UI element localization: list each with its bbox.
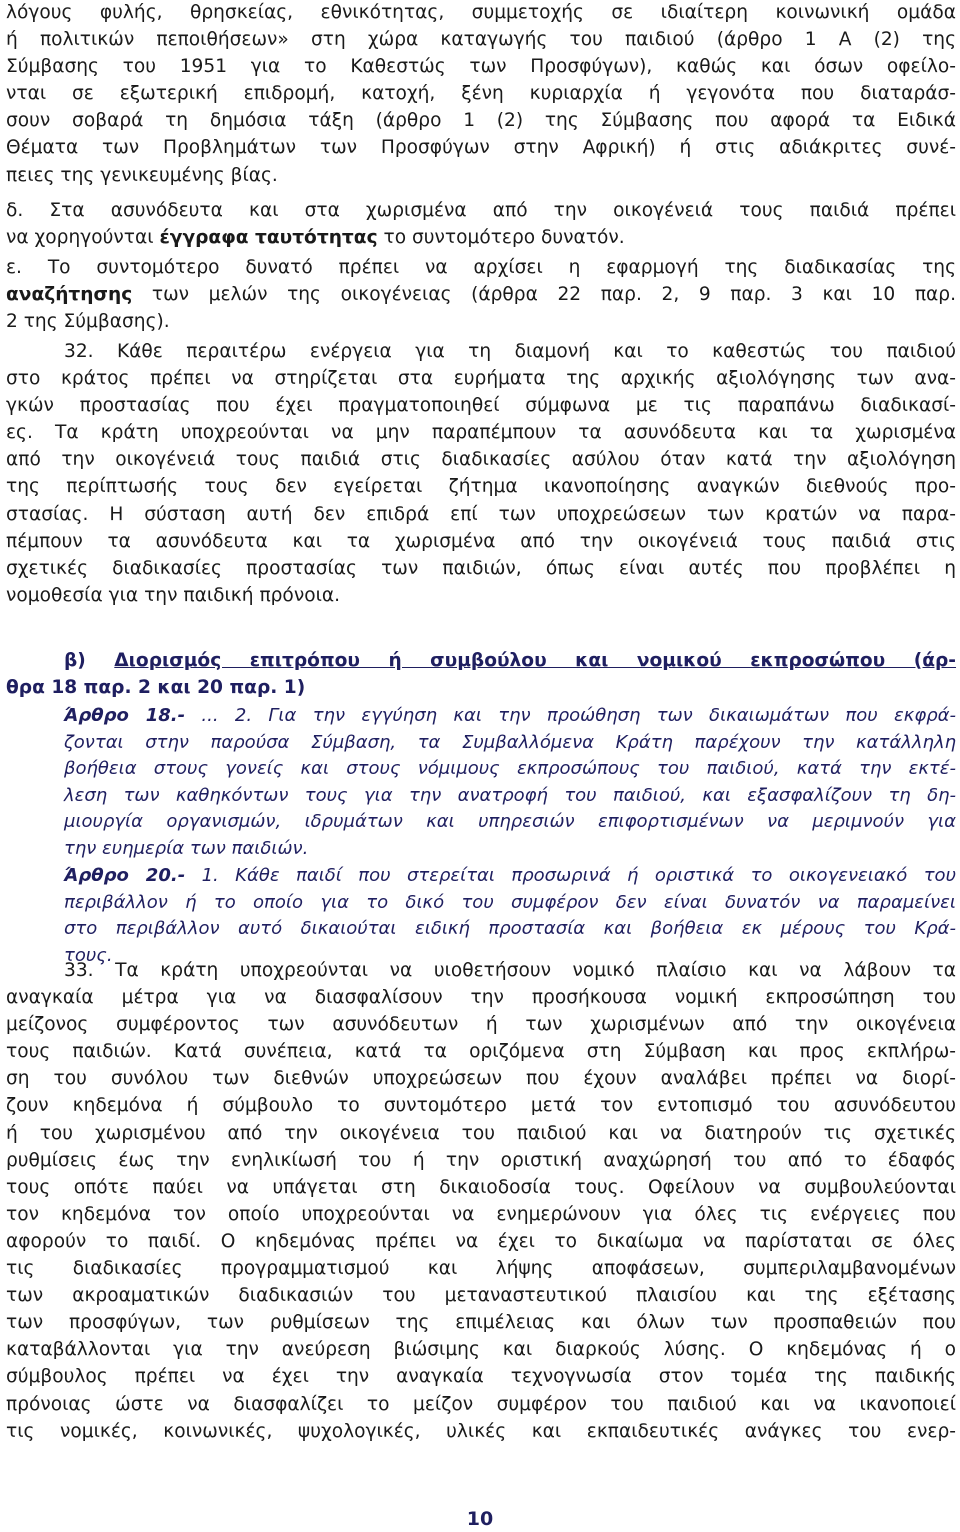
text-line: στο περιβάλλον αυτό δικαιούται ειδική προστασία και βοήθεια εκ μέρους του Κρά- [64, 918, 956, 940]
text-line: ή πολιτικών πεποιθήσεων» στη χώρα καταγωγής του παιδιού (άρθρο 1 Α (2) της [6, 29, 956, 51]
text-line: ε. Το συντομότερο δυνατό πρέπει να αρχίσει η εφαρμογή της διαδικασίας της [6, 257, 956, 278]
text-line [6, 281, 956, 308]
text-line: της περίπτωσής τους δεν εγείρεται ζήτημα ικανοποίησης αναγκών διεθνούς προ- [6, 476, 956, 498]
text-line: την ευημερία των παιδιών. [64, 837, 309, 859]
text-line: μείζονος συμφέροντος των ασυνόδευτων ή των χωρισμένων από την οικογένεια [6, 1014, 956, 1036]
text-line: τους οπότε παύει να υπάγεται στη δικαιοδοσία τους. Οφείλουν να συμβουλεύονται [6, 1176, 956, 1198]
text-line: σουν σοβαρά τη δημόσια τάξη (άρθρο 1 (2) της Σύμβασης που αφορά τα Ειδικά [6, 110, 956, 132]
text-line [64, 703, 956, 730]
quote-article-20 [64, 863, 956, 969]
text-line: 2 της Σύμβασης). [6, 311, 170, 333]
page-number: 10 [466, 1508, 494, 1530]
text-line: πέμπουν τα ασυνόδευτα και τα χωρισμένα από την οικογένειά τους παιδιά στις [6, 530, 956, 552]
text-line: Θέματα των Προβλημάτων των Προσφύγων στην Αφρική) ή στις αδιάκριτες συνέ- [6, 137, 956, 159]
text-line: μιουργία οργανισμών, ιδρυμάτων και υπηρεσιών επιφορτισμένων να μεριμνούν για [64, 811, 956, 833]
text-line: ρυθμίσεις έως την ενηλικίωσή του ή την οριστική αναχώρησή του από το έδαφός [6, 1149, 956, 1171]
text-line: 33. Τα κράτη υποχρεούνται να υιοθετήσουν νομικό πλαίσιο και να λάβουν τα [64, 960, 956, 981]
paragraph-refugee-definition [6, 0, 956, 189]
section-heading-continuation [6, 674, 956, 701]
paragraph-delta [6, 197, 956, 251]
section-heading [64, 647, 956, 674]
text-line: λόγους φυλής, θρησκείας, εθνικότητας, συμμετοχής σε ιδιαίτερη κοινωνική ομάδα [6, 2, 956, 23]
text-line: πρόνοιας ώστε να διασφαλίζει το μείζον συμφέρον του παιδιού και να ικανοποιεί [6, 1393, 956, 1415]
text-line: καταβάλλονται για την ανεύρεση βιώσιμης και διαρκούς λύσης. Ο κηδεμόνας ή ο [6, 1339, 956, 1361]
paragraph-32 [6, 338, 956, 609]
paragraph-33 [6, 957, 956, 1445]
text-line: των ακροαματικών διαδικασιών του μεταναστευτικού πλαισίου και της εξέτασης [6, 1285, 956, 1307]
text-line [6, 224, 956, 251]
text-fragment: ... 2. Για την εγγύηση και την προώθηση των δικαιωμάτων που εκφρά- [185, 705, 956, 726]
text-line: αναγκαία μέτρα για να διασφαλίσουν την προσήκουσα νομική εκπροσώπηση του [6, 987, 956, 1009]
text-line: νται σε εξωτερική επιδρομή, κατοχή, ξένη κυριαρχία ή γεγονότα που διαταράσ- [6, 83, 956, 105]
text-line: των προσφύγων, των ρυθμίσεων της επιμέλειας και όλων των προσπαθειών που [6, 1312, 956, 1334]
text-line: τους. [64, 944, 113, 966]
article-label: Άρθρο 20.- [64, 865, 186, 886]
text-line: τον κηδεμόνα τον οποίο υποχρεούνται να ενημερώνουν για όλες τις ενέργειες που [6, 1203, 956, 1225]
text-line: ή του χωρισμένου από την οικογένεια του παιδιού και να διατηρούν τις σχετικές [6, 1122, 956, 1144]
heading-line [64, 647, 956, 674]
text-fragment: το συντομότερο δυνατόν. [377, 227, 625, 249]
text-line: στο κράτος πρέπει να στηρίζεται στα ευρήματα της αρχικής αξιολόγησης των ανα- [6, 368, 956, 390]
text-line: ες. Τα κράτη υποχρεούνται να μην παραπέμπουν τα ασυνόδευτα και τα χωρισμένα [6, 422, 956, 444]
text-line: πειες της γενικευμένης βίας. [6, 164, 278, 186]
paragraph-epsilon [6, 254, 956, 335]
quote-article-18 [64, 703, 956, 863]
text-fragment: των μελών της οικογένειας (άρθρα 22 παρ. 2, 9 παρ. 3 και 10 παρ. [132, 284, 956, 306]
text-line: ση του συνόλου των διεθνών υποχρεώσεων που έχουν αναλάβει πρέπει να διορί- [6, 1068, 956, 1090]
text-line: αφορούν το παιδί. Ο κηδεμόνας πρέπει να έχει το δικαίωμα να παρίσταται σε όλες [6, 1230, 956, 1252]
text-line: τις διαδικασίες προγραμματισμού και λήψης αποφάσεων, συμπεριλαμβανομένων [6, 1258, 956, 1280]
text-line: 32. Κάθε περαιτέρω ενέργεια για τη διαμονή και το καθεστώς του παιδιού [64, 341, 956, 362]
text-line: ζονται στην παρούσα Σύμβαση, τα Συμβαλλόμενα Κράτη παρέχουν την κατάλληλη [64, 731, 956, 753]
text-line: περιβάλλον ή το οποίο για το δικό του συμφέρον δεν είναι δυνατόν να παραμείνει [64, 891, 956, 913]
text-line: λεση των καθηκόντων τους για την ανατροφή του παιδιού, και εξασφαλίζουν τη δη- [64, 784, 956, 806]
heading-title: Διορισμός επιτρόπου ή συμβούλου και νομικού εκπροσώπου (άρ- [114, 650, 957, 671]
text-line: από την οικογένειά τους παιδιά στις διαδικασίες ασύλου όταν κατά την αξιολόγηση [6, 449, 956, 471]
bold-term: έγγραφα ταυτότητας [159, 227, 378, 249]
text-line: σύμβουλος πρέπει να έχει την αναγκαία τεχνογνωσία στον τομέα της παιδικής [6, 1366, 956, 1388]
heading-line: θρα 18 παρ. 2 και 20 παρ. 1) [6, 677, 306, 698]
text-line: σχετικές διαδικασίες προστασίας των παιδιών, όπως είναι αυτές που προβλέπει η [6, 557, 956, 579]
article-label: Άρθρο 18.- [64, 705, 186, 726]
text-line: βοήθεια στους γονείς και στους νόμιμους εκπροσώπους του παιδιού, κατά την εκτέ- [64, 758, 956, 780]
text-line [64, 863, 956, 890]
text-line: δ. Στα ασυνόδευτα και στα χωρισμένα από την οικογένειά τους παιδιά πρέπει [6, 200, 956, 221]
text-line: στασίας. Η σύσταση αυτή δεν επιδρά επί των υποχρεώσεων των κρατών να παρα- [6, 503, 956, 525]
text-fragment: 1. Κάθε παιδί που στερείται προσωρινά ή οριστικά το οικογενειακό του [185, 865, 956, 886]
text-line: Σύμβασης του 1951 για το Καθεστώς των Προσφύγων), καθώς και όσων οφείλο- [6, 56, 956, 78]
text-line: γκών προστασίας που έχει πραγματοποιηθεί σύμφωνα με τις παραπάνω διαδικασί- [6, 395, 956, 417]
bold-term: αναζήτησης [6, 284, 133, 306]
heading-prefix: β) [64, 650, 115, 671]
text-line: νομοθεσία για την παιδική πρόνοια. [6, 584, 341, 606]
text-line: τους παιδιών. Κατά συνέπεια, κατά τα οριζόμενα στη Σύμβαση και προς εκπλήρω- [6, 1041, 956, 1063]
text-line: ζουν κηδεμόνα ή σύμβουλο το συντομότερο μετά τον εντοπισμό του ασυνόδευτου [6, 1095, 956, 1117]
text-line: τις νομικές, κοινωνικές, ψυχολογικές, υλικές και εκπαιδευτικές ανάγκες του ενερ- [6, 1420, 956, 1442]
text-fragment: να χορηγούνται [6, 227, 160, 249]
